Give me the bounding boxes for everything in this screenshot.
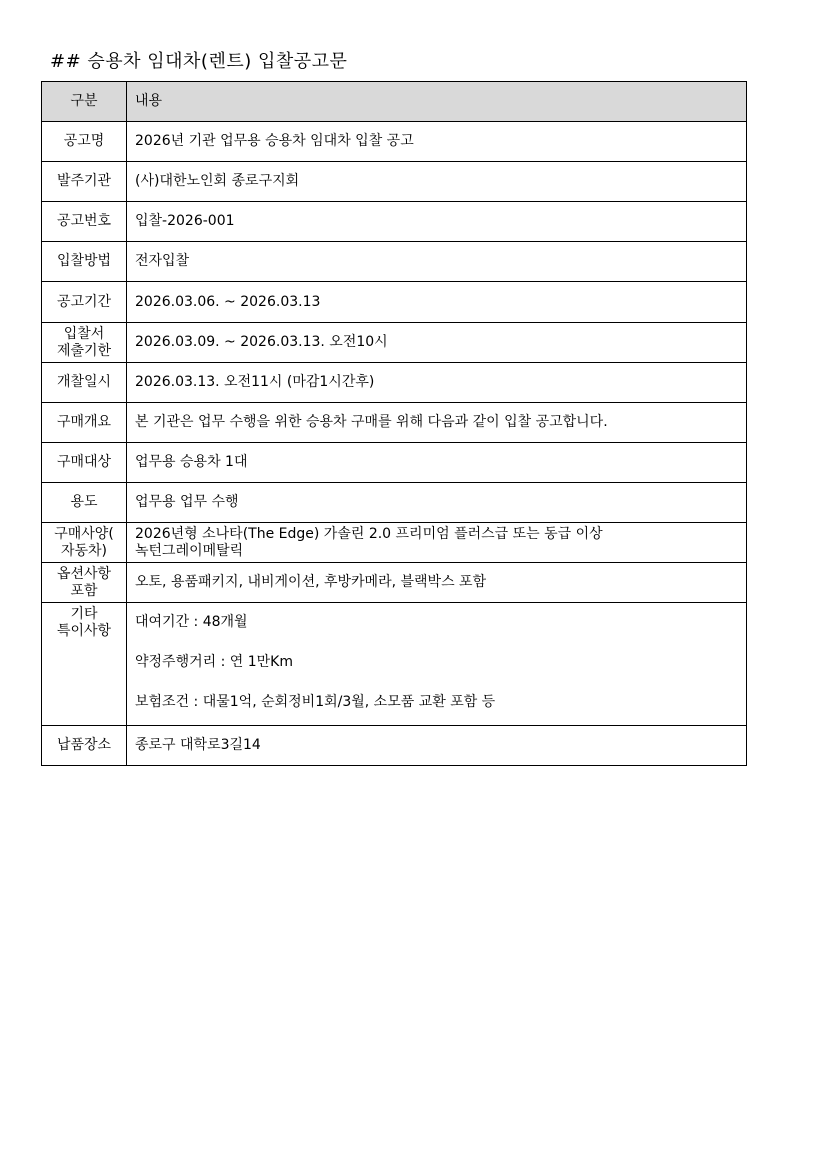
row-label-line: 구매사양( [54, 525, 114, 542]
row-label: 구매대상 [42, 443, 127, 483]
table-row [42, 523, 747, 563]
row-value-line: 녹턴그레이메탈릭 [135, 542, 244, 559]
table-row [42, 603, 747, 726]
row-label-line: 포함 [70, 582, 98, 599]
row-value: 본 기관은 업무 수행을 위한 승용차 구매를 위해 다음과 같이 입찰 공고합니다. [127, 403, 747, 443]
table-row [42, 403, 747, 443]
row-label: 용도 [42, 483, 127, 523]
row-value: 2026년 기관 업무용 승용차 임대차 입찰 공고 [127, 122, 747, 162]
row-value-line: 보험조건 : 대물1억, 순회정비1회/3월, 소모품 교환 포함 등 [135, 694, 496, 710]
row-value: 오토, 용품패키지, 내비게이션, 후방카메라, 블랙박스 포함 [127, 563, 747, 603]
row-label: 공고기간 [42, 282, 127, 323]
table-row [42, 282, 747, 323]
row-value: 업무용 업무 수행 [127, 483, 747, 523]
row-value [127, 603, 747, 726]
document-title: ## 승용차 임대차(렌트) 입찰공고문 [50, 51, 348, 72]
row-value: 2026.03.09. ~ 2026.03.13. 오전10시 [127, 323, 747, 363]
row-label: 구매개요 [42, 403, 127, 443]
row-label [42, 523, 127, 563]
row-label-line: 옵션사항 [56, 565, 112, 582]
header-label-cell: 구분 [42, 82, 127, 122]
row-value-line: 약정주행거리 : 연 1만Km [135, 654, 293, 670]
row-label [42, 603, 127, 726]
table-row [42, 242, 747, 282]
row-label-line: 기타 [70, 606, 98, 622]
row-label-line: 입찰서 [63, 325, 105, 342]
table-header-row [42, 82, 747, 122]
row-label-line: 자동차) [60, 542, 108, 559]
row-value: 2026.03.13. 오전11시 (마감1시간후) [127, 363, 747, 403]
row-label: 입찰방법 [42, 242, 127, 282]
row-label: 공고명 [42, 122, 127, 162]
row-label: 개찰일시 [42, 363, 127, 403]
table-row [42, 363, 747, 403]
row-label-line: 특이사항 [56, 622, 112, 639]
row-value-line: 대여기간 : 48개월 [135, 614, 248, 630]
table-row [42, 162, 747, 202]
table-row [42, 323, 747, 363]
bid-notice-table [41, 81, 747, 766]
row-label: 공고번호 [42, 202, 127, 242]
table-row [42, 122, 747, 162]
table-row [42, 202, 747, 242]
row-label [42, 323, 127, 363]
row-label: 발주기관 [42, 162, 127, 202]
table-row [42, 563, 747, 603]
row-value-line: 2026년형 소나타(The Edge) 가솔린 2.0 프리미엄 플러스급 또는 동급 이상 [135, 525, 603, 542]
table-row [42, 726, 747, 766]
row-label: 납품장소 [42, 726, 127, 766]
row-label [42, 563, 127, 603]
table-row [42, 483, 747, 523]
row-label-line: 제출기한 [56, 342, 112, 359]
row-value [127, 523, 747, 563]
row-value: 업무용 승용차 1대 [127, 443, 747, 483]
row-value: 2026.03.06. ~ 2026.03.13 [127, 282, 747, 323]
table-row [42, 443, 747, 483]
row-value: 전자입찰 [127, 242, 747, 282]
row-value: 종로구 대학로3길14 [127, 726, 747, 766]
row-value: 입찰-2026-001 [127, 202, 747, 242]
row-value: (사)대한노인회 종로구지회 [127, 162, 747, 202]
header-value-cell: 내용 [127, 82, 747, 122]
